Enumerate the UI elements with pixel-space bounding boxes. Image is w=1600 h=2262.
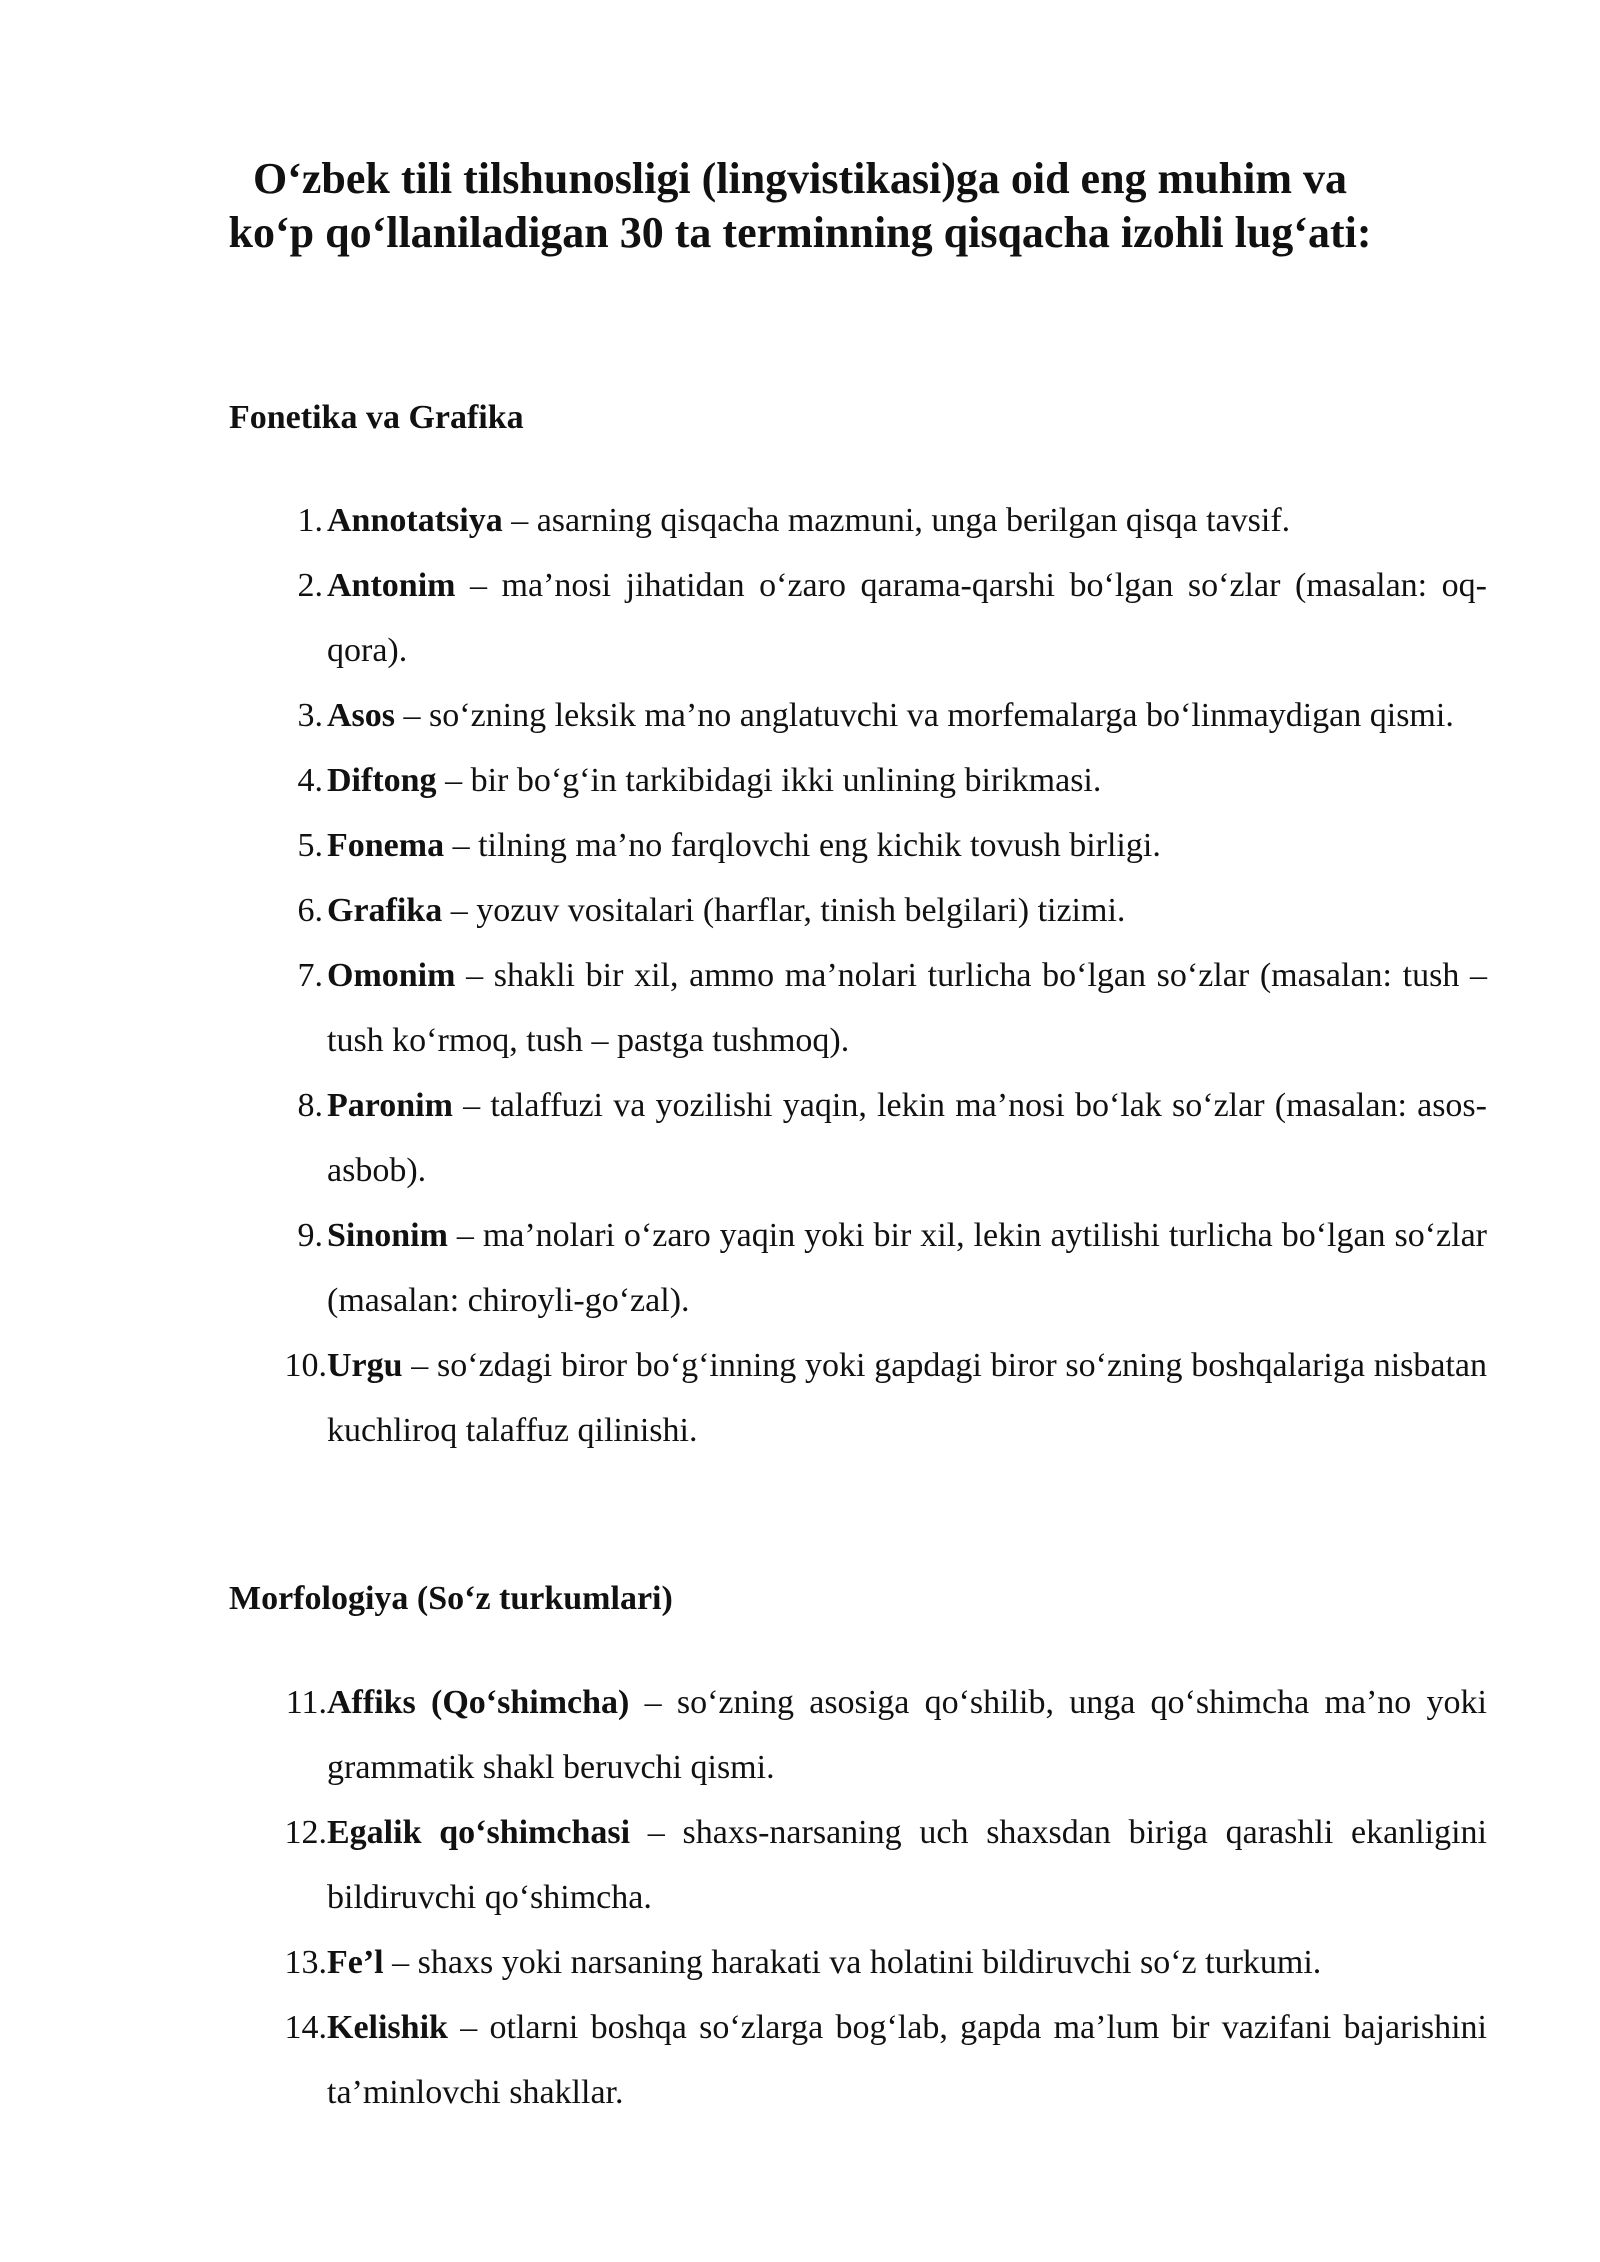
item-definition: – asarning qisqacha mazmuni, unga berilgan qisqa tavsif. (502, 502, 1291, 539)
item-number: 2. (297, 567, 323, 604)
item-definition: – so‘zning asosiga qo‘shilib, unga qo‘shimcha ma’no yoki grammatik shakl beruvchi qismi. (327, 1684, 1488, 1786)
item-term: Egalik qo‘shimchasi (327, 1814, 631, 1851)
item-term: Asos (327, 697, 396, 734)
item-number: 11. (285, 1684, 327, 1721)
item-number: 10. (284, 1347, 327, 1384)
list-item (0, 1995, 1487, 2125)
item-number: 13. (284, 1944, 327, 1981)
section-heading-morfologiya: Morfologiya (So‘z turkumlari) (229, 1580, 673, 1617)
list-item (0, 748, 1487, 813)
item-number: 3. (297, 697, 323, 734)
item-number: 14. (284, 2009, 327, 2046)
item-number: 5. (297, 827, 323, 864)
item-definition: – yozuv vositalari (harflar, tinish belgilari) tizimi. (442, 892, 1126, 929)
item-definition: – tilning ma’no farqlovchi eng kichik tovush birligi. (444, 827, 1161, 864)
item-term: Paronim (327, 1087, 453, 1124)
item-definition: – shaxs yoki narsaning harakati va holatini bildiruvchi so‘z turkumi. (383, 1944, 1322, 1981)
item-term: Diftong (327, 762, 437, 799)
item-term: Urgu (327, 1347, 403, 1384)
term-list-fonetika (0, 488, 1600, 1463)
item-number: 4. (297, 762, 323, 799)
item-term: Grafika (327, 892, 443, 929)
item-term: Fonema (327, 827, 445, 864)
item-definition: – so‘zning leksik ma’no anglatuvchi va morfemalarga bo‘linmaydigan qismi. (395, 697, 1454, 734)
item-term: Antonim (327, 567, 456, 604)
list-item (0, 488, 1487, 553)
item-number: 8. (297, 1087, 323, 1124)
item-definition: – ma’nolari o‘zaro yaqin yoki bir xil, lekin aytilishi turlicha bo‘lgan so‘zlar (masalan: chiroyli-go‘zal). (327, 1217, 1487, 1319)
item-term: Affiks (Qo‘shimcha) (327, 1684, 630, 1721)
item-number: 7. (297, 957, 323, 994)
item-number: 12. (284, 1814, 327, 1851)
item-term: Fe’l (327, 1944, 384, 1981)
item-term: Sinonim (327, 1217, 448, 1254)
item-definition: – shakli bir xil, ammo ma’nolari turlicha bo‘lgan so‘zlar (masalan: tush – tush ko‘rmoq, tush – pastga tushmoq). (327, 957, 1487, 1059)
list-item (0, 553, 1487, 683)
item-definition: – talaffuzi va yozilishi yaqin, lekin ma’nosi bo‘lak so‘zlar (masalan: asos-asbob). (327, 1087, 1487, 1189)
list-item (0, 1333, 1487, 1463)
list-item (0, 813, 1487, 878)
page-title-line-1: O‘zbek tili tilshunosligi (lingvistikasi)ga oid eng muhim va (252, 154, 1348, 203)
item-term: Omonim (327, 957, 456, 994)
item-definition: – shaxs-narsaning uch shaxsdan biriga qarashli ekanligini bildiruvchi qo‘shimcha. (327, 1814, 1487, 1916)
list-item (0, 943, 1487, 1073)
item-definition: – bir bo‘g‘in tarkibidagi ikki unlining birikmasi. (436, 762, 1102, 799)
item-term: Annotatsiya (327, 502, 503, 539)
list-item (0, 1930, 1487, 1995)
list-item (0, 1670, 1487, 1800)
page-title-line-2: ko‘p qo‘llaniladigan 30 ta terminning qisqacha izohli lug‘ati: (228, 208, 1372, 257)
list-item (0, 1073, 1487, 1203)
item-definition: – so‘zdagi biror bo‘g‘inning yoki gapdagi biror so‘zning boshqalariga nisbatan kuchliroq talaffuz qilinishi. (327, 1347, 1487, 1449)
item-number: 9. (297, 1217, 323, 1254)
section-heading-fonetika: Fonetika va Grafika (229, 399, 524, 436)
list-item (0, 1800, 1487, 1930)
item-term: Kelishik (327, 2009, 448, 2046)
item-definition: – otlarni boshqa so‘zlarga bog‘lab, gapda ma’lum bir vazifani bajarishini ta’minlovchi shakllar. (327, 2009, 1487, 2111)
item-definition: – ma’nosi jihatidan o‘zaro qarama-qarshi bo‘lgan so‘zlar (masalan: oq-qora). (327, 567, 1487, 669)
list-item (0, 1203, 1487, 1333)
list-item (0, 683, 1487, 748)
page-title (160, 152, 1440, 260)
term-list-morfologiya (0, 1670, 1600, 2125)
list-item (0, 878, 1487, 943)
item-number: 1. (297, 502, 323, 539)
item-number: 6. (297, 892, 323, 929)
